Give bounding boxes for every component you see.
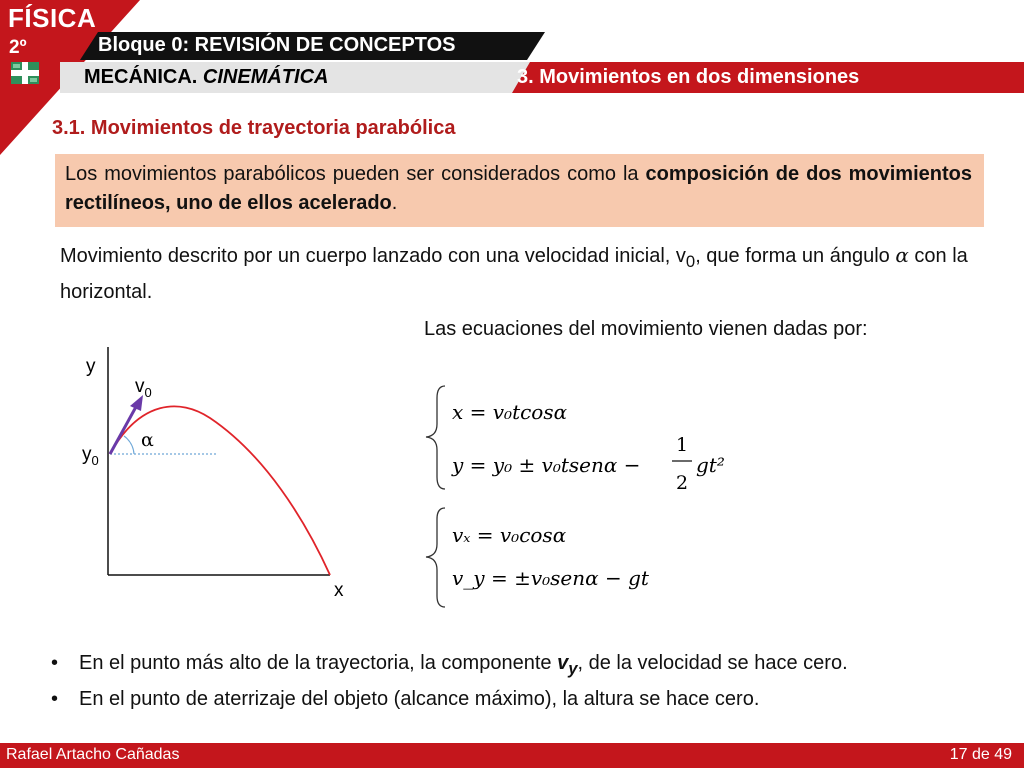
position-equations-brace [426,386,445,489]
velocity-equations-brace [426,508,445,607]
intro-text: , que forma un ángulo [695,245,896,267]
alpha-symbol: α [895,243,909,267]
author-name: Rafael Artacho Cañadas [6,746,180,763]
fraction-denominator: 2 [676,472,689,494]
vy-equation: v_y = ±v₀senα − gt [452,566,649,590]
fraction-numerator: 1 [676,434,689,456]
v0-label: $v_0$ [135,376,152,400]
intro-text: con la horizontal. [60,245,968,303]
box-text: Los movimientos parabólicos pueden ser considerados como la [65,163,646,185]
block-title: Bloque 0: REVISIÓN DE CONCEPTOS [98,34,456,56]
bullet-text: En el punto más alto de la trayectoria, la componente [79,652,558,674]
bullet-item [48,648,973,684]
subject-title: FÍSICA [8,3,97,33]
vy-subscript: y [568,659,578,678]
box-bold-text: composición de dos movimientos rectilíneos, uno de ellos acelerado [65,163,972,214]
topic-main: MECÁNICA. [84,66,198,88]
intro-subscript: 0 [685,252,696,271]
topic-italic: CINEMÁTICA [202,66,329,88]
y-axis-label: y [86,356,96,377]
bullet-item: • En el punto de aterrizaje del objeto (alcance máximo), la altura se hace cero. [48,684,973,714]
vx-equation: vₓ = v₀cosα [452,523,567,547]
bullet-text: , de la velocidad se hace cero. [577,652,848,674]
y-position-equation-right: gt² [696,453,725,477]
y-position-equation-left: y = y₀ ± v₀tsenα − [452,453,641,477]
alpha-label: α [141,429,154,451]
subsection-title: 3.1. Movimientos de trayectoria parabólica [52,117,456,139]
velocity-arrowhead [130,395,143,411]
x-position-equation: x = v₀tcosα [452,400,568,424]
intro-text: Movimiento descrito por un cuerpo lanzado con una velocidad inicial, v [60,245,686,267]
grade-label: 2º [9,37,27,58]
vy-variable: v [557,652,569,674]
angle-arc [124,436,134,454]
equations-intro: Las ecuaciones del movimiento vienen dadas por: [424,318,868,340]
x-axis-label: x [334,580,344,601]
y0-label: $y_0$ [82,444,99,468]
section-title: 3. Movimientos en dos dimensiones [517,66,860,88]
box-text-end: . [391,192,398,214]
bullet-list [48,648,973,714]
page-number: 17 de 49 [949,746,1012,763]
